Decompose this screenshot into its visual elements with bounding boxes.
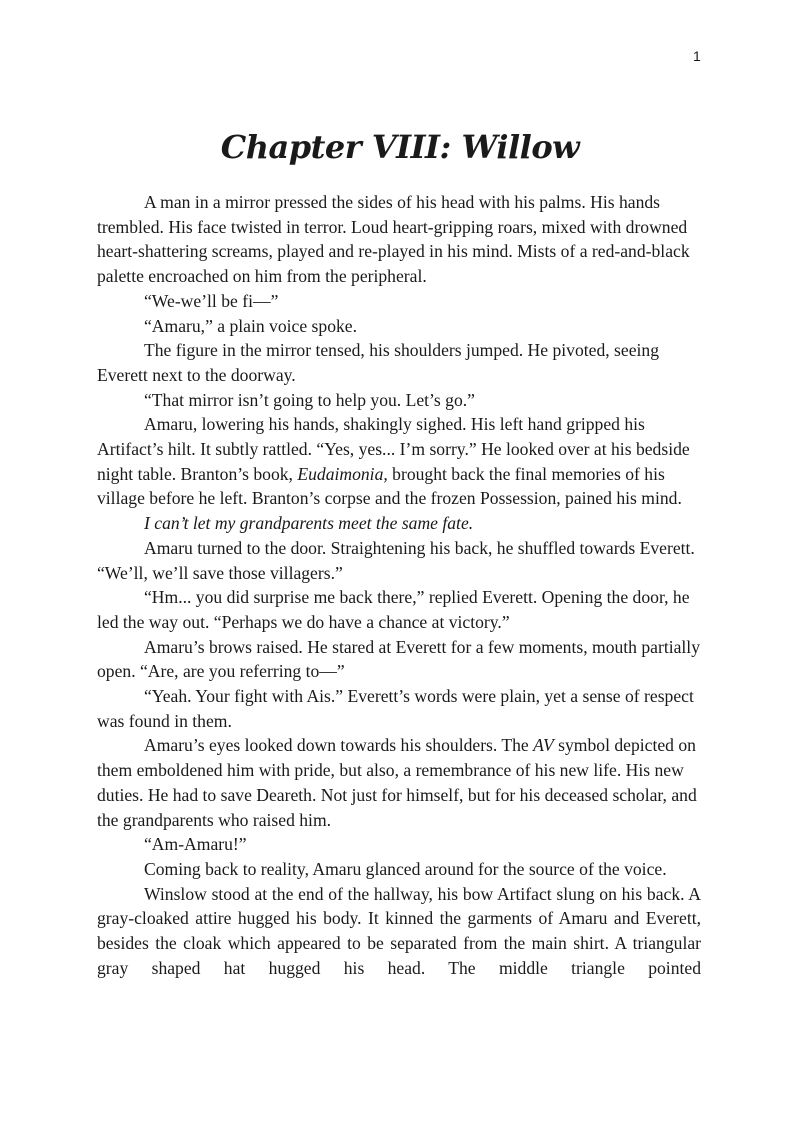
text-run: Amaru, lowering his hands, shakingly sighed. His left hand gripped his Artifact’s hilt. It subtly rattled. “Yes, yes... I’m sorry.” He looked over at his bedside night table. Branton’s book, [97,414,690,484]
paragraph: “That mirror isn’t going to help you. Let’s go.” [144,389,475,410]
paragraph: “Yeah. Your fight with Ais.” Everett’s words were plain, yet a sense of respect was found in them. [97,686,694,731]
paragraph [97,733,701,832]
paragraph: “Amaru,” a plain voice spoke. [144,315,357,336]
paragraph: The figure in the mirror tensed, his shoulders jumped. He pivoted, seeing Everett next to the doorway. [97,340,659,385]
paragraph: Amaru turned to the door. Straightening his back, he shuffled towards Everett. “We’ll, we’ll save those villagers.” [97,537,695,583]
paragraph: Amaru’s brows raised. He stared at Everett for a few moments, mouth partially open. “Are, are you referring to—” [97,636,700,682]
paragraph: “Am-Amaru!” [144,834,247,855]
paragraph: Winslow stood at the end of the hallway, his bow Artifact slung on his back. A gray-cloaked attire hugged his body. It kinned the garments of Amaru and Everett, besides the cloak which appeared to be separated from the main shirt. A triangular gray shaped hat hugged his head. The middle triangle pointed [97,883,701,978]
paragraph: A man in a mirror pressed the sides of his head with his palms. His hands trembled. His face twisted in terror. Loud heart-gripping roars, mixed with drowned heart-shattering screams, played and re-played in his mind. Mists of a red-and-black palette encroached on him from the peripheral. [97,192,690,287]
paragraph-thought [97,511,701,536]
paragraph: “Hm... you did surprise me back there,” replied Everett. Opening the door, he led the way out. “Perhaps we do have a chance at victory.” [97,587,690,632]
chapter-title: Chapter VIII: Willow [220,128,580,166]
inner-thought: I can’t let my grandparents meet the same fate. [144,513,474,534]
text-run: brought back the final memories of his village before he left. Branton’s corpse and the frozen Possession, pained his mind. [97,463,682,509]
paragraph: Coming back to reality, Amaru glanced around for the source of the voice. [144,858,667,879]
paragraph: “We-we’ll be fi—” [144,290,279,311]
text-run: symbol depicted on them emboldened him with pride, but also, a remembrance of his new life. His new duties. He had to save Deareth. Not just for himself, but for his deceased scholar, and the grandparents who raised him. [97,735,697,830]
symbol-text: AV [533,735,554,756]
paragraph [97,412,701,511]
book-title: Eudaimonia, [297,463,388,484]
chapter-body [97,190,701,981]
page-number: 1 [693,48,701,64]
text-run: Amaru’s eyes looked down towards his shoulders. The [144,735,534,756]
